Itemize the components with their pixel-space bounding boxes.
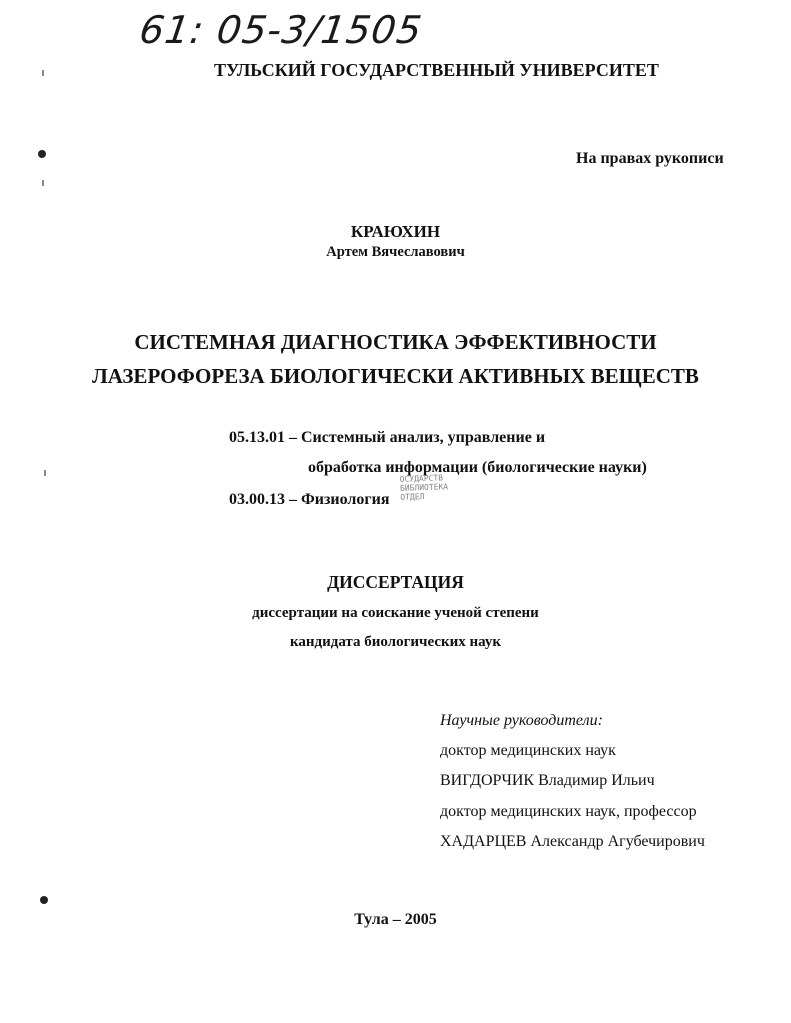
- supervisor-1-degree: доктор медицинских наук: [440, 742, 616, 759]
- binding-hole-mark: [38, 150, 46, 158]
- city-year: Тула – 2005: [354, 911, 437, 928]
- author-surname: КРАЮХИН: [350, 222, 441, 241]
- supervisor-1-name: ВИГДОРЧИК Владимир Ильич: [440, 772, 655, 789]
- stamp-line-1: ОСУДАРСТВ: [399, 473, 444, 484]
- specialty-2: 03.00.13 – Физиология: [229, 491, 390, 508]
- specialty-1-line-1: 05.13.01 – Системный анализ, управление и: [229, 429, 546, 446]
- library-stamp: [400, 473, 449, 502]
- degree-line-1: диссертации на соискание ученой степени: [252, 605, 539, 621]
- scan-speck: [42, 70, 44, 76]
- stamp-line-2: БИБЛИОТЕКА: [399, 482, 449, 493]
- degree-line-2: кандидата биологических наук: [289, 634, 502, 650]
- title-line-1: СИСТЕМНАЯ ДИАГНОСТИКА ЭФФЕКТИВНОСТИ: [134, 330, 657, 354]
- binding-hole-mark: [40, 896, 48, 904]
- manuscript-note: На правах рукописи: [576, 150, 724, 167]
- specialty-1-line-2: обработка информации (биологические науки): [308, 459, 647, 476]
- catalog-number-handwritten: 61: 05-3/1505: [136, 8, 426, 52]
- scan-speck: [44, 470, 46, 476]
- supervisors-heading: Научные руководители:: [440, 712, 603, 729]
- document-type: ДИССЕРТАЦИЯ: [327, 572, 464, 592]
- author-given-names: Артем Вячеславович: [326, 244, 465, 260]
- supervisor-2-degree: доктор медицинских наук, профессор: [440, 803, 697, 820]
- stamp-line-3: ОТДЕЛ: [400, 491, 425, 502]
- supervisor-2-name: ХАДАРЦЕВ Александр Агубечирович: [440, 833, 705, 850]
- title-line-2: ЛАЗЕРОФОРЕЗА БИОЛОГИЧЕСКИ АКТИВНЫХ ВЕЩЕСТВ: [92, 364, 699, 388]
- university-name: ТУЛЬСКИЙ ГОСУДАРСТВЕННЫЙ УНИВЕРСИТЕТ: [214, 60, 659, 80]
- scan-speck: [42, 180, 44, 186]
